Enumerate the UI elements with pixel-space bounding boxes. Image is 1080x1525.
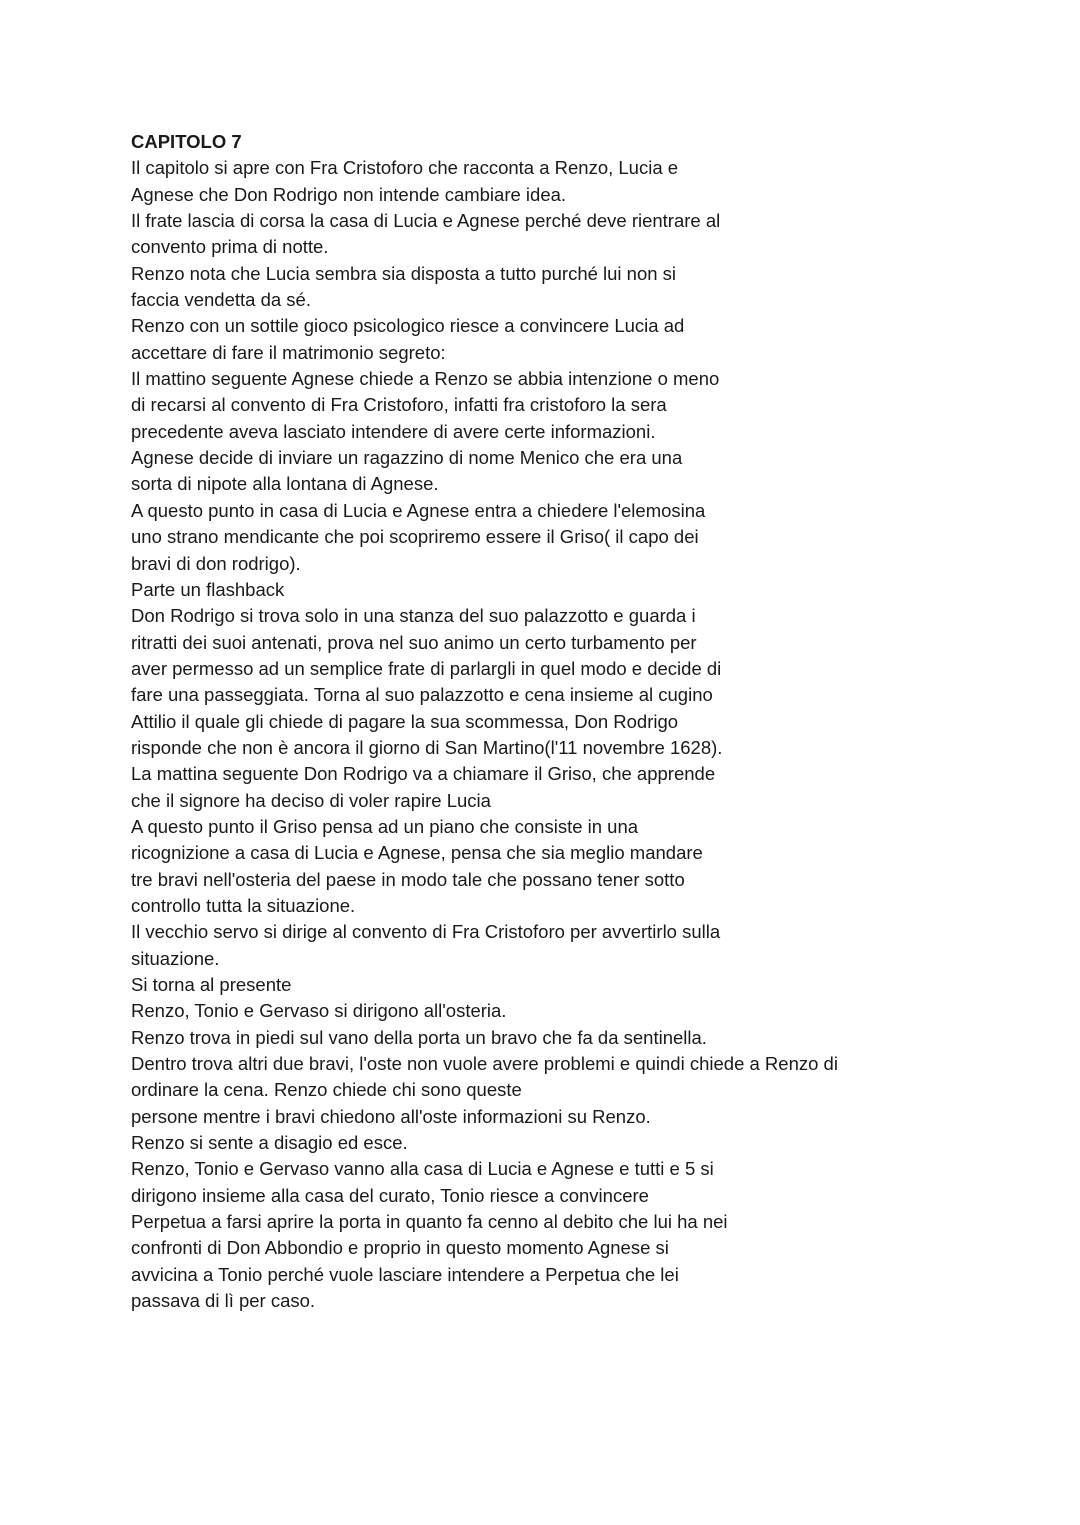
text-line: A questo punto in casa di Lucia e Agnese entra a chiedere l'elemosina bbox=[131, 499, 706, 521]
text-line: bravi di don rodrigo). bbox=[131, 552, 301, 574]
text-line: Il mattino seguente Agnese chiede a Renzo se abbia intenzione o meno bbox=[131, 368, 720, 390]
text-line: Il vecchio servo si dirige al convento di Fra Cristoforo per avvertirlo sulla bbox=[131, 921, 721, 943]
text-line: situazione. bbox=[131, 947, 220, 969]
text-line: Renzo, Tonio e Gervaso si dirigono all'osteria. bbox=[131, 1000, 507, 1022]
text-line: risponde che non è ancora il giorno di San Martino(l'11 novembre 1628). bbox=[131, 736, 723, 758]
text-line: ricognizione a casa di Lucia e Agnese, pensa che sia meglio mandare bbox=[131, 842, 703, 864]
text-line: persone mentre i bravi chiedono all'oste informazioni su Renzo. bbox=[131, 1105, 651, 1127]
text-line: Attilio il quale gli chiede di pagare la sua scommessa, Don Rodrigo bbox=[131, 710, 679, 732]
text-line: Il frate lascia di corsa la casa di Lucia e Agnese perché deve rientrare al bbox=[131, 210, 721, 232]
text-line: faccia vendetta da sé. bbox=[131, 289, 311, 311]
text-line: La mattina seguente Don Rodrigo va a chiamare il Griso, che apprende bbox=[131, 763, 716, 785]
text-line: Parte un flashback bbox=[131, 578, 285, 600]
text-line: Dentro trova altri due bravi, l'oste non vuole avere problemi e quindi chiede a Renzo di bbox=[131, 1053, 838, 1075]
document-page bbox=[131, 129, 1031, 1314]
text-line: controllo tutta la situazione. bbox=[131, 894, 356, 916]
text-line: Il capitolo si apre con Fra Cristoforo che racconta a Renzo, Lucia e bbox=[131, 157, 679, 179]
text-line: A questo punto il Griso pensa ad un piano che consiste in una bbox=[131, 815, 639, 837]
text-line: Perpetua a farsi aprire la porta in quanto fa cenno al debito che lui ha nei bbox=[131, 1211, 728, 1233]
text-line: convento prima di notte. bbox=[131, 236, 329, 258]
text-line: uno strano mendicante che poi scopriremo essere il Griso( il capo dei bbox=[131, 526, 699, 548]
text-line: Agnese decide di inviare un ragazzino di nome Menico che era una bbox=[131, 447, 683, 469]
chapter-title: CAPITOLO 7 bbox=[131, 131, 242, 152]
text-line: che il signore ha deciso di voler rapire Lucia bbox=[131, 789, 491, 811]
text-line: dirigono insieme alla casa del curato, Tonio riesce a convincere bbox=[131, 1184, 649, 1206]
text-line: confronti di Don Abbondio e proprio in questo momento Agnese si bbox=[131, 1237, 669, 1259]
document-body bbox=[131, 155, 1031, 1314]
text-line: sorta di nipote alla lontana di Agnese. bbox=[131, 473, 439, 495]
text-line: Si torna al presente bbox=[131, 974, 292, 995]
text-line: Renzo con un sottile gioco psicologico riesce a convincere Lucia ad bbox=[131, 315, 685, 337]
text-line: accettare di fare il matrimonio segreto: bbox=[131, 341, 446, 363]
text-line: di recarsi al convento di Fra Cristoforo, infatti fra cristoforo la sera bbox=[131, 394, 667, 416]
text-line: passava di lì per caso. bbox=[131, 1290, 316, 1312]
text-line: Agnese che Don Rodrigo non intende cambiare idea. bbox=[131, 183, 567, 205]
text-line: Renzo nota che Lucia sembra sia disposta a tutto purché lui non si bbox=[131, 262, 677, 284]
text-line: avvicina a Tonio perché vuole lasciare intendere a Perpetua che lei bbox=[131, 1263, 679, 1285]
text-line: fare una passeggiata. Torna al suo palazzotto e cena insieme al cugino bbox=[131, 684, 713, 706]
text-line: ritratti dei suoi antenati, prova nel suo animo un certo turbamento per bbox=[131, 631, 697, 653]
text-line: Don Rodrigo si trova solo in una stanza del suo palazzotto e guarda i bbox=[131, 605, 696, 627]
text-line: precedente aveva lasciato intendere di avere certe informazioni. bbox=[131, 420, 656, 442]
text-line: Renzo si sente a disagio ed esce. bbox=[131, 1132, 408, 1154]
text-line: Renzo trova in piedi sul vano della porta un bravo che fa da sentinella. bbox=[131, 1026, 707, 1048]
text-line: Renzo, Tonio e Gervaso vanno alla casa di Lucia e Agnese e tutti e 5 si bbox=[131, 1158, 714, 1180]
text-line: aver permesso ad un semplice frate di parlargli in quel modo e decide di bbox=[131, 657, 722, 679]
text-line: tre bravi nell'osteria del paese in modo tale che possano tener sotto bbox=[131, 868, 685, 890]
text-line: ordinare la cena. Renzo chiede chi sono queste bbox=[131, 1079, 522, 1101]
